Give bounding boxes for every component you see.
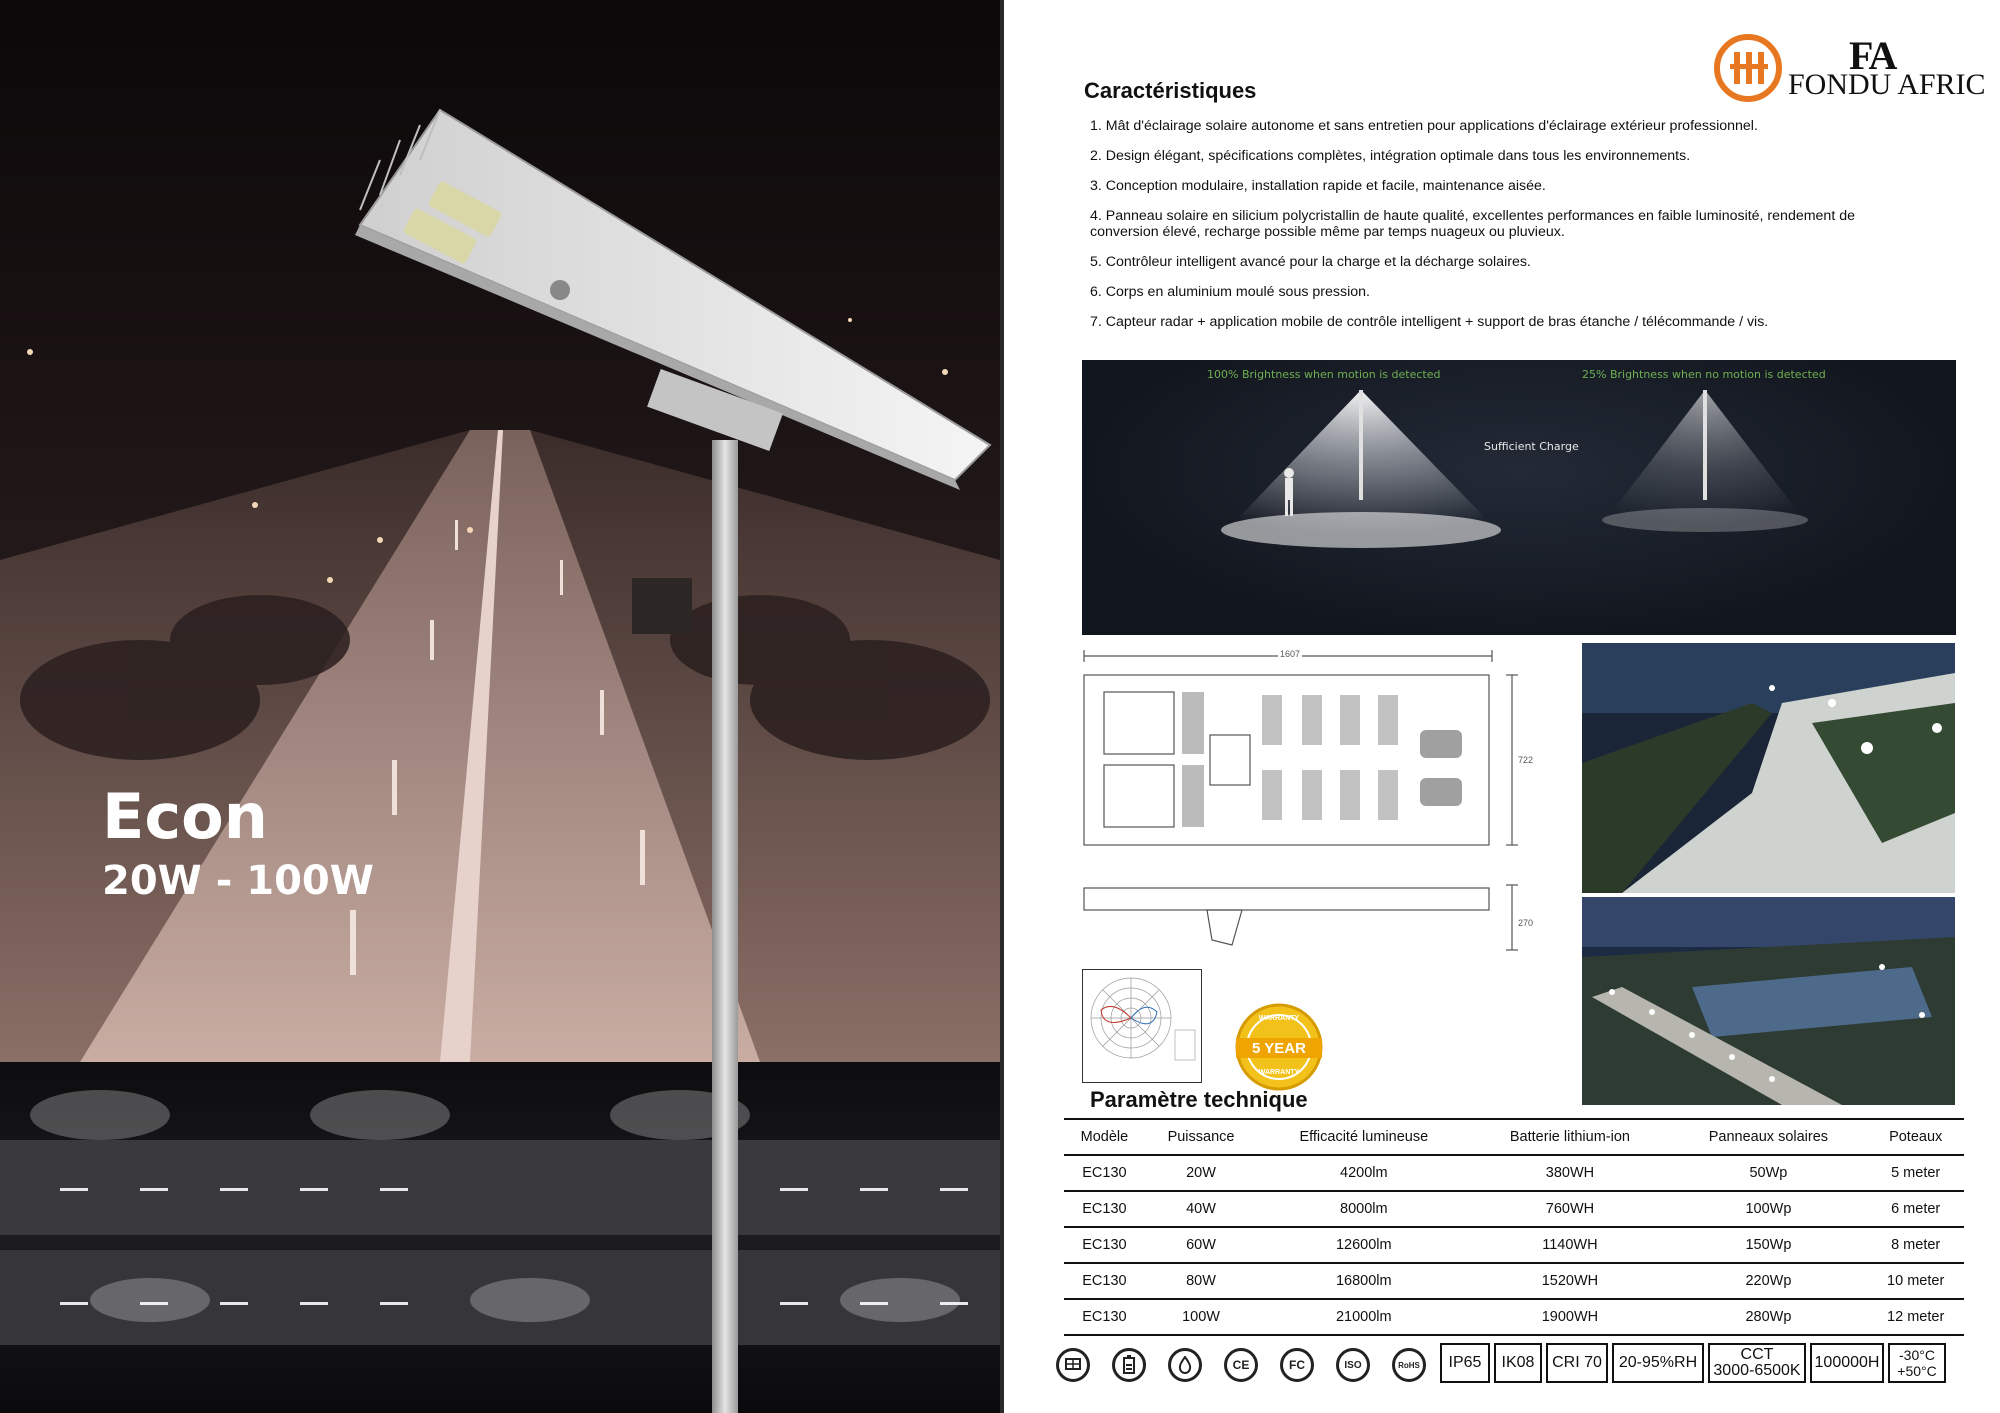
battery-icon [1112,1348,1146,1382]
motion-sensor-illustration [1082,360,1956,635]
features-list [1090,118,1900,344]
cell-power: 100W [1145,1299,1257,1335]
warranty-label-bottom: WARRANTY [1258,1069,1300,1076]
technical-drawing [1082,640,1542,960]
spec-table-header [1064,1119,1964,1155]
ik-rating-badge [1494,1343,1542,1383]
cell-model: EC130 [1064,1191,1145,1227]
header-battery: Batterie lithium-ion [1470,1119,1669,1155]
temperature-badge [1888,1343,1946,1383]
solar-panel-icon [1056,1348,1090,1382]
lamp-dimension-drawing [1082,640,1542,960]
hero-title: Econ [102,780,268,853]
cell-pole: 10 meter [1867,1263,1964,1299]
cell-power: 20W [1145,1155,1257,1191]
feature-item: 4. Panneau solaire en silicium polycristallin de haute qualité, excellentes performances en faible luminosité, rendement de conversion élevé, recharge possible même par temps nuageux ou pluvieux. [1090,208,1855,240]
cct-badge [1708,1343,1806,1383]
cct-value: 3000-6500K [1713,1362,1801,1379]
humidity-badge [1612,1343,1704,1383]
cell-solar: 220Wp [1669,1263,1867,1299]
ip-rating: IP65 [1448,1354,1482,1371]
feature-item: 2. Design élégant, spécifications complètes, intégration optimale dans tous les environnements. [1090,148,1691,164]
certification-row [1046,1340,1996,1396]
ik-rating: IK08 [1501,1354,1535,1371]
cell-efficacy: 8000lm [1257,1191,1470,1227]
cri-badge [1546,1343,1608,1383]
header-efficacy: Efficacité lumineuse [1257,1119,1470,1155]
light-distribution-chart [1082,969,1202,1083]
feature-item: 3. Conception modulaire, installation rapide et facile, maintenance aisée. [1090,178,1546,194]
dimension-depth: 270 [1518,918,1534,928]
cell-model: EC130 [1064,1299,1145,1335]
cell-pole: 12 meter [1867,1299,1964,1335]
cell-efficacy: 21000lm [1257,1299,1470,1335]
brand-logo [1712,32,1992,104]
cell-efficacy: 16800lm [1257,1263,1470,1299]
road-installation-photo [1582,643,1955,893]
feature-item: 1. Mât d'éclairage solaire autonome et sans entretien pour applications d'éclairage extérieur professionnel. [1090,118,1758,134]
brand-mark: FA [1849,33,1896,78]
hero-power-range: 20W - 100W [102,858,374,904]
temp-low: -30°C [1899,1347,1935,1363]
dimension-height: 722 [1518,755,1534,765]
table-row [1064,1155,1964,1191]
light-cones-graphic [1082,360,1956,635]
cell-model: EC130 [1064,1155,1145,1191]
waterproof-icon [1168,1348,1202,1382]
cell-solar: 50Wp [1669,1155,1867,1191]
cell-pole: 8 meter [1867,1227,1964,1263]
table-row [1064,1191,1964,1227]
header-pole: Poteaux [1867,1119,1964,1155]
features-title: Caractéristiques [1084,78,1257,103]
header-power: Puissance [1145,1119,1257,1155]
table-row [1064,1263,1964,1299]
cell-pole: 6 meter [1867,1191,1964,1227]
humidity-value: 20-95%RH [1618,1354,1698,1371]
header-model: Modèle [1064,1119,1145,1155]
fcc-icon: FC [1280,1348,1314,1382]
cct-label: CCT [1740,1346,1774,1363]
cell-pole: 5 meter [1867,1155,1964,1191]
dimension-width: 1607 [1280,649,1301,659]
cell-model: EC130 [1064,1263,1145,1299]
brand-emblem-icon [1712,32,1784,104]
motion-label-off: 25% Brightness when no motion is detected [1582,368,1826,381]
motion-label-charge: Sufficient Charge [1484,440,1579,453]
cell-power: 80W [1145,1263,1257,1299]
brand-name: FONDU AFRIC [1788,68,1986,101]
factory-installation-photo [1582,897,1955,1105]
feature-item: 5. Contrôleur intelligent avancé pour la charge et la décharge solaires. [1090,254,1531,270]
warranty-text: 5 YEAR [1252,1040,1306,1057]
cri-value: CRI 70 [1552,1354,1602,1371]
cell-efficacy: 12600lm [1257,1227,1470,1263]
cell-battery: 1140WH [1470,1227,1669,1263]
temp-high: +50°C [1897,1363,1937,1379]
cell-battery: 1520WH [1470,1263,1669,1299]
iso-icon: ISO [1336,1348,1370,1382]
cell-efficacy: 4200lm [1257,1155,1470,1191]
ip-rating-badge [1440,1343,1490,1383]
feature-item: 6. Corps en aluminium moulé sous pression. [1090,284,1370,300]
polar-diagram-icon [1083,970,1201,1082]
motion-label-on: 100% Brightness when motion is detected [1207,368,1441,381]
cell-battery: 380WH [1470,1155,1669,1191]
cell-battery: 1900WH [1470,1299,1669,1335]
cell-solar: 280Wp [1669,1299,1867,1335]
rohs-icon: RoHS [1392,1348,1426,1382]
ce-icon: CE [1224,1348,1258,1382]
cell-battery: 760WH [1470,1191,1669,1227]
tech-title: Paramètre technique [1090,1087,1308,1112]
table-row [1064,1299,1964,1335]
warranty-badge [1234,1002,1324,1092]
cell-power: 60W [1145,1227,1257,1263]
warranty-label-top: WARRANTY [1258,1015,1300,1022]
lifespan-value: 100000H [1814,1354,1880,1371]
cell-model: EC130 [1064,1227,1145,1263]
feature-item: 7. Capteur radar + application mobile de contrôle intelligent + support de bras étanche / télécommande / vis. [1090,314,1769,330]
header-solar: Panneaux solaires [1669,1119,1867,1155]
spec-table [1064,1118,1964,1336]
cell-power: 40W [1145,1191,1257,1227]
cell-solar: 100Wp [1669,1191,1867,1227]
cell-solar: 150Wp [1669,1227,1867,1263]
spec-panel [1004,0,2000,1413]
table-row [1064,1227,1964,1263]
lifespan-badge [1810,1343,1884,1383]
